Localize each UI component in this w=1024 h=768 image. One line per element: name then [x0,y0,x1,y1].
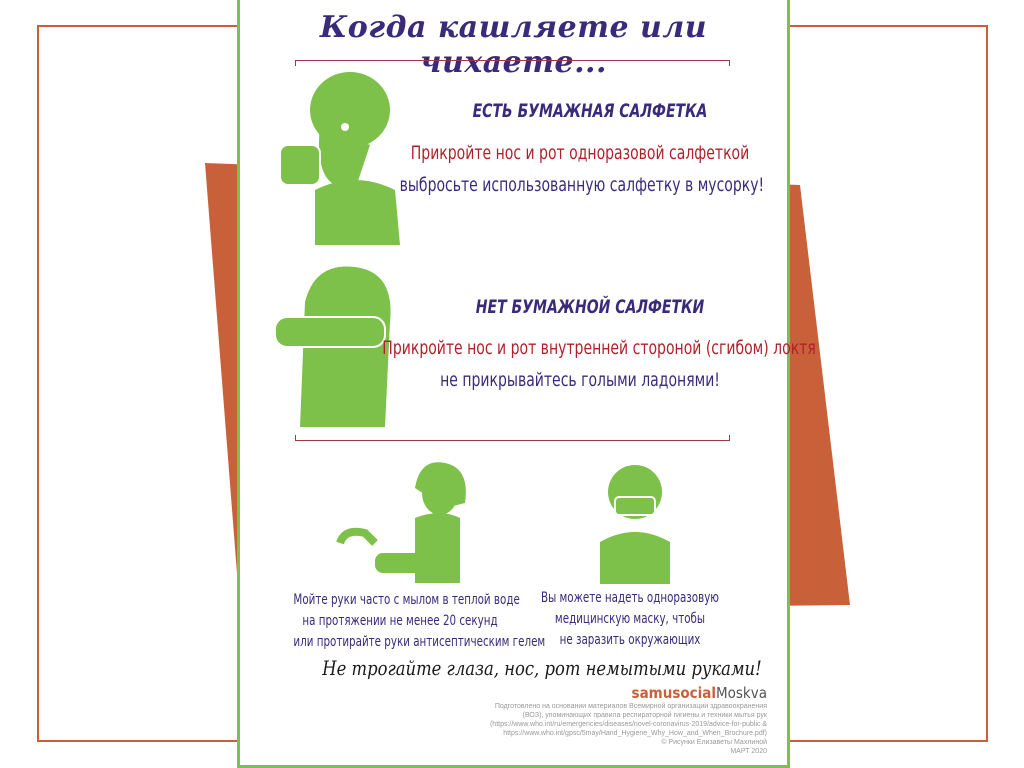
section1-note: выбросьте использованную салфетку в мусорку! [399,174,765,196]
mask-line: Вы можете надеть одноразовую [540,590,720,606]
credit-line: (ВОЗ), упоминающих правила респираторной гигиены и техники мытья рук [522,712,767,719]
credits [490,702,767,756]
mask-line: не заразить окружающих [559,632,701,648]
person-with-tissue-illustration [275,65,405,245]
credit-line: https://www.who.int/gpsc/5may/Hand_Hygiene_Why_How_and_When_Brochure.pdf) [503,730,767,737]
poster-title: Когда кашляете или чихаете... [319,10,708,80]
section1-instruction: Прикройте нос и рот одноразовой салфеткой [410,142,750,164]
poster [237,0,816,768]
section2-note: не прикрывайтесь голыми ладонями! [440,369,720,391]
credit-line: МАРТ 2020 [730,748,767,755]
section2-heading: НЕТ БУМАЖНОЙ САЛФЕТКИ [475,296,705,318]
wash-line: на протяжении не менее 20 секунд [302,613,498,629]
mask-line: медицинскую маску, чтобы [554,611,706,627]
credit-line: © Рисунки Елизаветы Махлиной [661,739,767,746]
brand-part: Moskva [716,684,767,702]
handwashing-illustration [335,458,475,588]
wash-line: Мойте руки часто с мылом в теплой воде [293,592,520,608]
samusocial-logo [632,684,767,702]
credit-line: Подготовлено на основании материалов Всемирной организации здравоохранения [494,703,767,710]
brand-part: samusocial [631,684,716,702]
section2-instruction: Прикройте нос и рот внутренней стороной (сгибом) локтя [382,337,816,359]
credit-line: (https://www.who.int/ru/emergencies/diseases/novel-coronavirus-2019/advice-for-public & [489,721,767,728]
mask-text [540,588,720,651]
slogan: Не трогайте глаза, нос, рот немытыми руками! [322,656,762,680]
section1-heading: ЕСТЬ БУМАЖНАЯ САЛФЕТКА [472,100,708,122]
divider-bottom [295,435,730,441]
person-in-mask-illustration [595,462,675,587]
handwashing-text [293,590,546,653]
wash-line: или протирайте руки антисептическим гелем [293,634,546,650]
